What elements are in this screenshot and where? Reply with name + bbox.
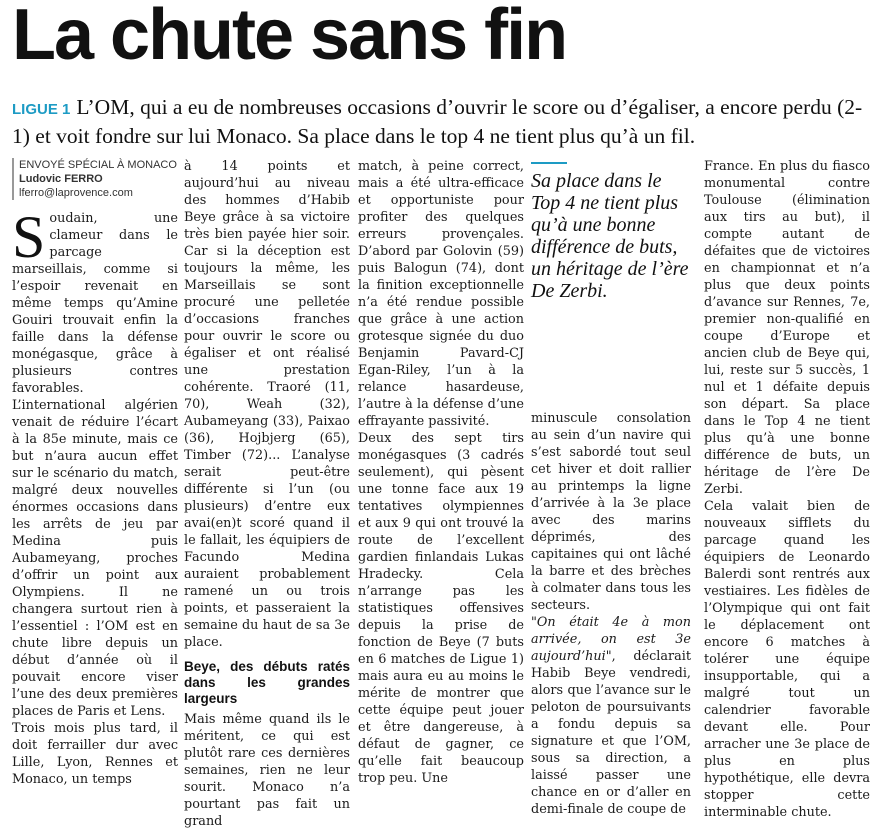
pullquote: Sa place dans le Top 4 ne tient plus qu’à une bonne différence de buts, un héritage de l’ère De Zerbi. [531,170,689,302]
subhead: Beye, des débuts ratés dans les grandes largeurs [184,659,350,706]
paragraph-1 [12,204,178,720]
column-5 [704,158,870,820]
quote: "On était 4e à mon arrivée, on est 3e aujourd’hui" [531,615,691,664]
byline [12,158,178,200]
byline-email[interactable]: lferro@laprovence.com [19,187,133,199]
paragraph-2: à 14 points et aujourd’hui au niveau des hommes d’Habib Beye grâce à sa victoire très bien payée hier soir. Car si la déception est toujours la même, les Marseillais se sont procuré une pelletée d’occasions franches pour ouvrir le score ou égaliser et ont réalisé une prestation cohérente. Traoré (11, 70), Weah (32), Aubameyang (33), Paixao (36), Hojbjerg (65), Timber (72)... L’analyse serait peut-être différente si l’un (ou plusieurs) d’entre eux avai(en)t scoré quand il le fallait, les équipiers de Facundo Medina auraient probablement ramené un ou trois points, et passeraient la semaine du haut de sa 3e place. [184,159,350,650]
standfirst [12,94,870,149]
headline: La chute sans fin [12,0,567,75]
column-3 [358,158,524,786]
column-1 [12,158,178,787]
paragraph-5-cont: France. En plus du fiasco monumental contre Toulouse (élimination aux tirs au but), il compte autant de défaites que de victoires en championnat et n’a plus que deux points d’avance sur Rennes, 7e, premier non-qualifié en coupe d’Europe et ancien club de Beye qui, lui, reste sur 5 succès, 1 nul et 1 défaite depuis son départ. Sa place dans le Top 4 ne tient plus qu’à une bonne différence de buts, un héritage de l’ère De Zerbi. [704,159,870,497]
paragraph-1-text: oudain, une clameur dans le parcage marseillais, comme si l’espoir revenait en même temps qu’Amine Gouiri trouvait enfin la faille dans la défense monégasque, grâce à plusieurs contres favorables. L’international algérien venait de réduire l’écart à la 85e minute, mais ce but n’aura aucun effet sur le scénario du match, malgré deux nouvelles énormes occasions dans les arrêts de jeu par Medina puis Aubameyang, proches d’offrir un point aux Olympiens. Il ne changera surtout rien à l’essentiel : l’OM est en chute libre depuis un début d’année où il pouvait encore viser l’une des deux premières places de Paris et Lens. [12,211,178,719]
paragraph-5 [531,614,691,818]
pullquote-rule [531,162,567,164]
dropcap: S [12,204,46,270]
kicker: LIGUE 1 [12,101,71,118]
paragraph-2-start: Trois mois plus tard, il doit ferrailler dur avec Lille, Lyon, Rennes et Monaco, un temps [12,721,178,787]
column-4 [531,158,691,817]
paragraph-5-text: , déclarait Habib Beye vendredi, alors que l’avance sur le peloton de poursuivants a fondu depuis sa signature et que l’OM, sous sa direction, a laissé passer une chance en or d’aller en demi-finale de coupe de [531,649,691,817]
standfirst-text: L’OM, qui a eu de nombreuses occasions d’ouvrir le score ou d’égaliser, a encore perdu (2-1) et voit fondre sur lui Monaco. Sa place dans le top 4 ne tient plus qu’à un fil. [12,95,863,148]
pullquote-spacer [531,302,691,410]
paragraph-6: Cela valait bien de nouveaux sifflets du parcage quand les équipiers de Leonardo Balerdi sont rentrés aux vestiaires. Les fidèles de l’Olympique qui ont fait le déplacement ont encore 6 matches à tolérer une équipe insupportable, qui a malgré tout un calendrier favorable devant elle. Pour arracher une 3e place de plus en plus hypothétique, elle devra stopper cette interminable chute. [704,499,870,820]
byline-role: ENVOYÉ SPÉCIAL À MONACO [19,159,177,171]
column-2 [184,158,350,829]
paragraph-4: Deux des sept tirs monégasques (3 cadrés seulement), qui pèsent une tonne face aux 19 tentatives olympiennes et aux 9 qui ont trouvé la route de l’excellent gardien finlandais Lukas Hradecky. Cela n’arrange pas les statistiques offensives depuis la prise de fonction de Beye (7 buts en 6 matches de Ligue 1) mais aura eu au moins le mérite de montrer que cette équipe peut jouer et être dangereuse, à défaut de gagner, ce qu’elle fait beaucoup trop peu. Une [358,431,524,786]
paragraph-4-cont: minuscule consolation au sein d’un navire qui s’est sabordé tout seul cet hiver et doit rallier au printemps la ligne d’arrivée à la 3e place avec des marins déprimés, des capitaines qui ont lâché la barre et des brèches à colmater dans tous les secteurs. [531,411,691,613]
byline-author: Ludovic FERRO [19,173,103,185]
paragraph-3-start: Mais même quand ils le méritent, ce qui est plutôt rare ces dernières semaines, rien ne leur sourit. Monaco n’a pourtant pas fait un grand [184,712,350,829]
paragraph-3: match, à peine correct, mais a été ultra-efficace et opportuniste pour profiter des quelques erreurs provençales. D’abord par Golovin (59) puis Balogun (74), dont la finition exceptionnelle n’a été rendue possible que grâce à une action grotesque signée du duo Benjamin Pavard-CJ Egan-Riley, l’un à la relance hasardeuse, l’autre à la défense d’une effrayante passivité. [358,159,524,429]
